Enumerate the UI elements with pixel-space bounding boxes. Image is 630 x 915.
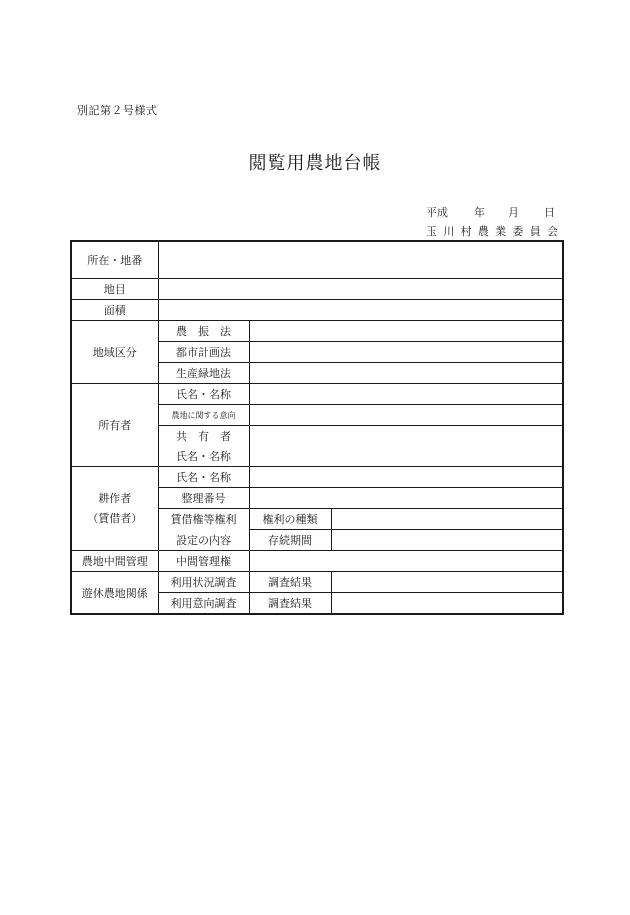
form-id: 別記第２号様式 <box>77 104 158 117</box>
right-type-label: 権利の種類 <box>249 509 331 530</box>
cultivator-name-label: 氏名・名称 <box>158 467 249 488</box>
intent-result-label: 調査結果 <box>249 593 331 615</box>
date-day: 日 <box>544 206 555 219</box>
duration-value <box>331 530 563 551</box>
owner-name-value <box>249 384 563 405</box>
usage-result-label: 調査結果 <box>249 572 331 593</box>
zoning-value <box>249 321 563 342</box>
zoning-item: 農 振 法 <box>158 321 249 342</box>
zoning-item: 生産緑地法 <box>158 363 249 384</box>
co-owner-name-label: 氏名・名称 <box>158 446 249 467</box>
cultivator-name-value <box>249 467 563 488</box>
cultivator-label-line2: （賃借者） <box>87 511 143 525</box>
intermediary-right-label: 中間管理権 <box>158 551 249 572</box>
setting-label: 設定の内容 <box>158 530 249 551</box>
co-owner-value <box>249 426 563 467</box>
intent-survey-label: 利用意向調査 <box>158 593 249 615</box>
location-label: 所在・地番 <box>71 241 158 279</box>
co-owner-label: 共 有 者 <box>158 426 249 447</box>
reg-no-value <box>249 488 563 509</box>
intermediary-label: 農地中間管理 <box>71 551 158 572</box>
reg-no-label: 整理番号 <box>158 488 249 509</box>
date-month: 月 <box>508 206 519 219</box>
location-value <box>158 241 563 279</box>
zoning-value <box>249 363 563 384</box>
owner-intention-value <box>249 405 563 426</box>
zoning-label: 地域区分 <box>71 321 158 384</box>
idle-land-label: 遊休農地関係 <box>71 572 158 615</box>
area-label: 面積 <box>71 300 158 321</box>
area-value <box>158 300 563 321</box>
intent-result-value <box>331 593 563 615</box>
date-line <box>426 204 558 218</box>
land-category-label: 地目 <box>71 279 158 300</box>
zoning-item: 都市計画法 <box>158 342 249 363</box>
usage-result-value <box>331 572 563 593</box>
intermediary-right-value <box>249 551 563 572</box>
usage-survey-label: 利用状況調査 <box>158 572 249 593</box>
owner-name-label: 氏名・名称 <box>158 384 249 405</box>
land-category-value <box>158 279 563 300</box>
date-year: 年 <box>474 206 485 219</box>
lease-rights-label: 賃借権等権利 <box>158 509 249 530</box>
document-title: 閲覧用農地台帳 <box>248 153 382 174</box>
committee-name: 玉川村農業委員会 <box>426 225 558 238</box>
right-type-value <box>331 509 563 530</box>
owner-label: 所有者 <box>71 384 158 467</box>
duration-label: 存続期間 <box>249 530 331 551</box>
cultivator-label <box>71 467 158 551</box>
date-era: 平成 <box>426 206 448 219</box>
cultivator-label-line1: 耕作者 <box>98 491 132 505</box>
ledger-table <box>70 240 564 615</box>
zoning-value <box>249 342 563 363</box>
owner-intention-label: 農地に関する意向 <box>158 405 249 426</box>
